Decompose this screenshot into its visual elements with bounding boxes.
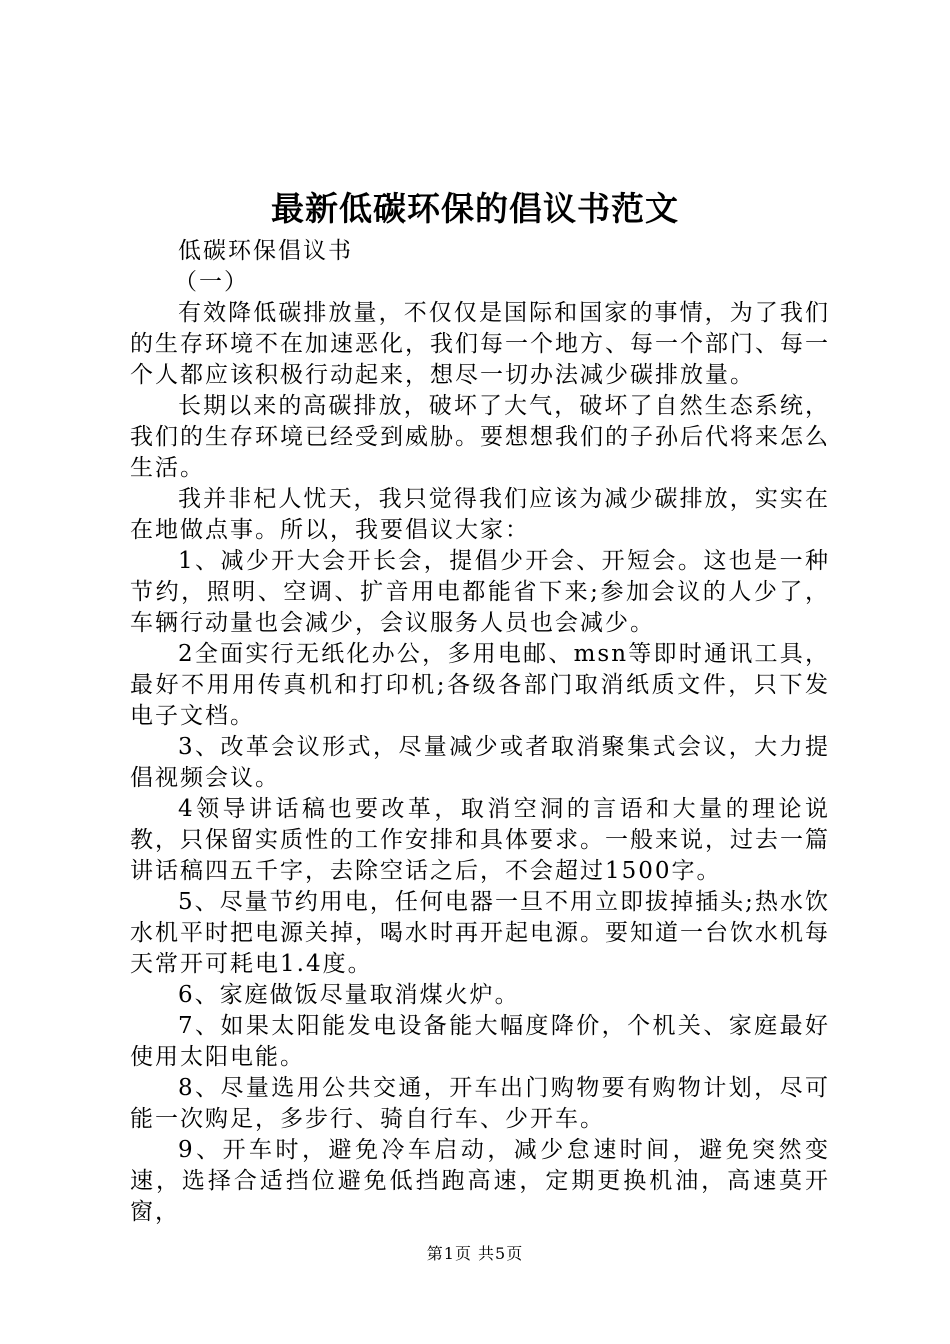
- paragraph: 长期以来的高碳排放，破坏了大气，破坏了自然生态系统，我们的生存环境已经受到威胁。要想想我们的子孙后代将来怎么生活。: [130, 393, 830, 481]
- document-title: 最新低碳环保的倡议书范文: [271, 189, 679, 228]
- list-item: 5、尽量节约用电，任何电器一旦不用立即拔掉插头;热水饮水机平时把电源关掉，喝水时再开起电源。要知道一台饮水机每天常开可耗电1.4度。: [130, 889, 830, 977]
- section-number: （一）: [174, 269, 249, 295]
- subtitle: 低碳环保倡议书: [178, 238, 353, 264]
- page-footer: 第1页 共5页: [426, 1244, 524, 1263]
- document-body: [130, 236, 830, 1228]
- list-item: 7、如果太阳能发电设备能大幅度降价，个机关、家庭最好使用太阳电能。: [130, 1013, 830, 1070]
- list-item: 3、改革会议形式，尽量减少或者取消聚集式会议，大力提倡视频会议。: [130, 734, 830, 791]
- list-item: 9、开车时，避免冷车启动，减少怠速时间，避免突然变速，选择合适挡位避免低挡跑高速，定期更换机油，高速莫开窗，: [130, 1137, 830, 1225]
- list-item: 6、家庭做饭尽量取消煤火炉。: [178, 982, 520, 1008]
- paragraph: 有效降低碳排放量，不仅仅是国际和国家的事情，为了我们的生存环境不在加速恶化，我们每一个地方、每一个部门、每一个人都应该积极行动起来，想尽一切办法减少碳排放量。: [130, 300, 830, 388]
- list-item: 8、尽量选用公共交通，开车出门购物要有购物计划，尽可能一次购足，多步行、骑自行车、少开车。: [130, 1075, 830, 1132]
- list-item: 2全面实行无纸化办公，多用电邮、msn等即时通讯工具，最好不用用传真机和打印机;各级各部门取消纸质文件，只下发电子文档。: [130, 641, 830, 729]
- paragraph: 我并非杞人忧天，我只觉得我们应该为减少碳排放，实实在在地做点事。所以，我要倡议大家：: [130, 486, 830, 543]
- list-item: 4领导讲话稿也要改革，取消空洞的言语和大量的理论说教，只保留实质性的工作安排和具体要求。一般来说，过去一篇讲话稿四五千字，去除空话之后，不会超过1500字。: [130, 796, 830, 884]
- list-item: 1、减少开大会开长会，提倡少开会、开短会。这也是一种节约，照明、空调、扩音用电都能省下来;参加会议的人少了，车辆行动量也会减少，会议服务人员也会减少。: [130, 548, 830, 636]
